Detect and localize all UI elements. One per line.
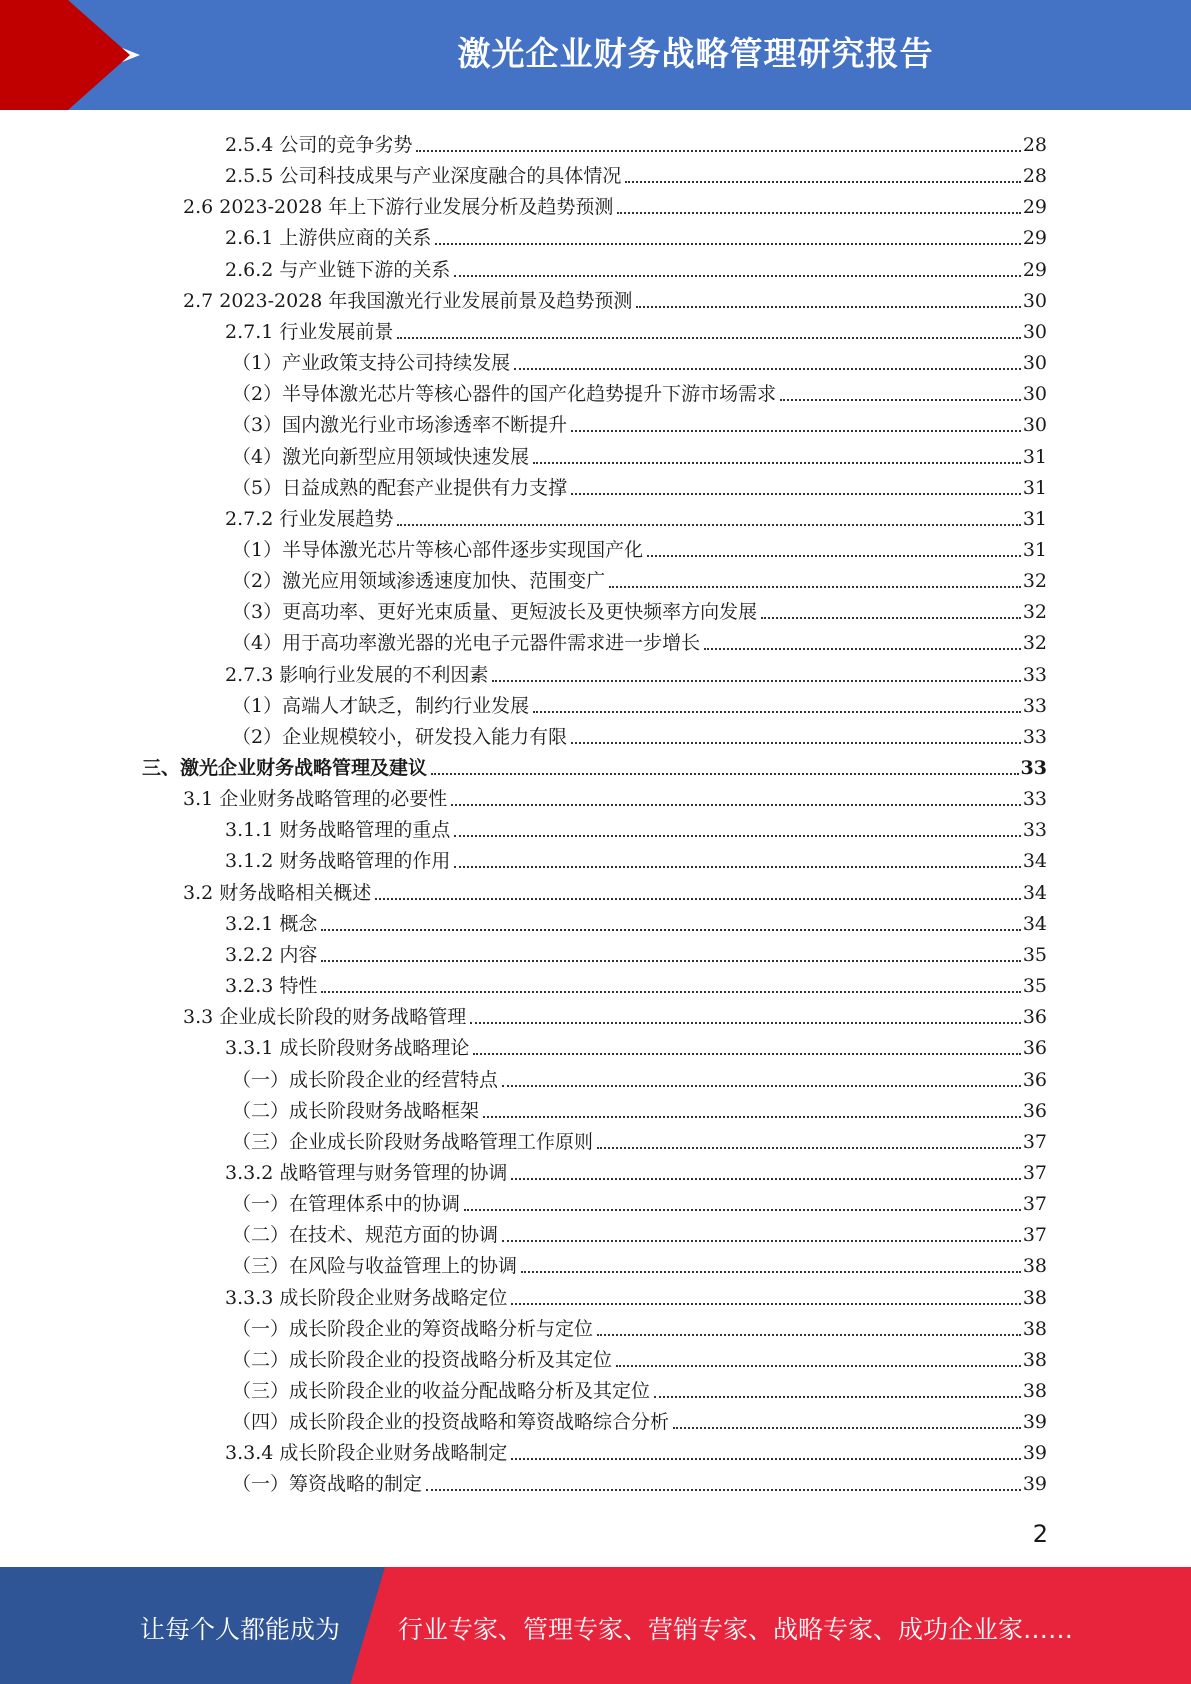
toc-leader-dots [511, 1178, 1020, 1180]
toc-entry[interactable] [225, 158, 1047, 189]
toc-entry-label: （4）激光向新型应用领域快速发展 [232, 445, 530, 468]
toc-entry-label: 2.6.1 上游供应商的关系 [225, 227, 432, 250]
toc-entry[interactable] [225, 127, 1047, 158]
toc-entry[interactable] [232, 376, 1047, 407]
toc-leader-dots [673, 1427, 1021, 1429]
toc-leader-dots [502, 1240, 1021, 1242]
toc-entry-page: 33 [1022, 694, 1047, 717]
toc-entry[interactable] [232, 563, 1047, 594]
toc-leader-dots [454, 835, 1020, 837]
toc-entry-page: 39 [1022, 1442, 1047, 1465]
toc-entry[interactable] [225, 220, 1047, 251]
toc-entry-label: （2）激光应用领域渗透速度加快、范围变广 [232, 570, 606, 593]
toc-entry-label: 3.3.1 成长阶段财务战略理论 [225, 1037, 470, 1060]
toc-leader-dots [416, 150, 1020, 152]
toc-leader-dots [454, 275, 1020, 277]
toc-entry-label: （三）企业成长阶段财务战略管理工作原则 [232, 1130, 594, 1153]
toc-leader-dots [616, 1365, 1021, 1367]
toc-entry[interactable] [225, 843, 1047, 874]
header-red-arrow [68, 0, 130, 110]
toc-entry-label: 3.3.4 成长阶段企业财务战略制定 [225, 1442, 508, 1465]
toc-entry-label: 3.1.1 财务战略管理的重点 [225, 819, 451, 842]
page-footer [0, 1567, 1191, 1684]
toc-entry[interactable] [183, 189, 1047, 220]
toc-entry-label: 3.2.2 内容 [225, 943, 318, 966]
toc-leader-dots [533, 711, 1021, 713]
toc-leader-dots [521, 1271, 1021, 1273]
toc-entry-label: （二）成长阶段企业的投资战略分析及其定位 [232, 1348, 613, 1371]
toc-entry[interactable] [232, 1248, 1047, 1279]
toc-entry-page: 36 [1022, 1037, 1047, 1060]
toc-entry-label: （1）产业政策支持公司持续发展 [232, 352, 511, 375]
toc-entry-page: 32 [1022, 632, 1047, 655]
toc-entry[interactable] [225, 1030, 1047, 1061]
toc-entry[interactable] [225, 968, 1047, 999]
footer-slogan-left: 让每个人都能成为 [140, 1615, 341, 1644]
toc-entry-page: 32 [1022, 570, 1047, 593]
toc-entry-page: 30 [1022, 289, 1047, 312]
toc-entry[interactable] [225, 314, 1047, 345]
toc-entry-label: （三）成长阶段企业的收益分配战略分析及其定位 [232, 1380, 651, 1402]
toc-leader-dots [435, 243, 1020, 245]
toc-leader-dots [571, 742, 1021, 744]
toc-entry-page: 32 [1022, 601, 1047, 624]
toc-leader-dots [321, 960, 1020, 962]
toc-entry[interactable] [232, 719, 1047, 750]
toc-entry[interactable] [232, 1311, 1047, 1342]
toc-entry[interactable] [232, 1186, 1047, 1217]
toc-entry[interactable] [225, 906, 1047, 937]
toc-entry-label: （5）日益成熟的配套产业提供有力支撑 [232, 476, 568, 499]
toc-entry-page: 37 [1022, 1161, 1047, 1184]
toc-entry-page: 30 [1022, 352, 1047, 375]
toc-entry-label: 2.7.2 行业发展趋势 [225, 507, 394, 530]
toc-leader-dots [470, 1022, 1021, 1024]
toc-entry[interactable] [183, 999, 1047, 1030]
toc-leader-dots [761, 617, 1021, 619]
toc-entry-page: 33 [1022, 725, 1047, 748]
toc-entry-label: 2.7.3 影响行业发展的不利因素 [225, 663, 489, 686]
toc-leader-dots [492, 680, 1020, 682]
toc-entry-page: 29 [1022, 258, 1047, 281]
toc-leader-dots [511, 1458, 1020, 1460]
toc-entry[interactable] [232, 470, 1047, 501]
toc-entry-label: （1）半导体激光芯片等核心部件逐步实现国产化 [232, 538, 644, 561]
toc-entry[interactable] [183, 781, 1047, 812]
toc-leader-dots [321, 929, 1020, 931]
toc-entry-page: 33 [1022, 788, 1047, 811]
toc-entry-label: （4）用于高功率激光器的光电子元器件需求进一步增长 [232, 632, 701, 655]
toc-entry[interactable] [225, 657, 1047, 688]
toc-entry[interactable] [183, 283, 1047, 314]
toc-leader-dots [636, 306, 1020, 308]
toc-entry[interactable] [232, 1466, 1047, 1497]
toc-entry-label: （一）成长阶段企业的筹资战略分析与定位 [232, 1317, 594, 1340]
toc-entry-label: （一）筹资战略的制定 [232, 1473, 423, 1496]
toc-entry-page: 37 [1022, 1224, 1047, 1247]
toc-leader-dots [397, 524, 1020, 526]
toc-entry[interactable] [232, 345, 1047, 376]
toc-entry-page: 38 [1022, 1380, 1047, 1402]
toc-entry-page: 33 [1020, 757, 1047, 779]
footer-slogan-right: 行业专家、管理专家、营销专家、战略专家、成功企业家…… [398, 1615, 1074, 1644]
toc-entry-label: 3.2.1 概念 [225, 912, 318, 935]
toc-entry-page: 30 [1022, 383, 1047, 406]
toc-entry-page: 34 [1022, 881, 1047, 904]
toc-entry-label: 2.6.2 与产业链下游的关系 [225, 258, 451, 281]
toc-leader-dots [647, 555, 1021, 557]
toc-entry-page: 28 [1022, 134, 1047, 156]
toc-entry[interactable] [225, 1435, 1047, 1466]
toc-entry-page: 30 [1022, 320, 1047, 343]
toc-entry[interactable] [232, 688, 1047, 719]
toc-entry-label: 3.3 企业成长阶段的财务战略管理 [183, 1006, 467, 1029]
report-title: 激光企业财务战略管理研究报告 [457, 34, 934, 73]
toc-entry-page: 38 [1022, 1255, 1047, 1278]
toc-entry-label: （二）在技术、规范方面的协调 [232, 1224, 499, 1247]
toc-leader-dots [511, 1303, 1020, 1305]
toc-entry[interactable] [232, 1342, 1047, 1373]
toc-leader-dots [464, 1209, 1021, 1211]
toc-entry-label: 2.7.1 行业发展前景 [225, 320, 394, 343]
toc-entry[interactable] [232, 1217, 1047, 1248]
toc-entry-label: 2.7 2023-2028 年我国激光行业发展前景及趋势预测 [183, 289, 633, 312]
toc-entry-page: 28 [1022, 165, 1047, 188]
toc-entry-page: 29 [1022, 196, 1047, 219]
toc-entry-page: 33 [1022, 819, 1047, 842]
toc-entry-label: （四）成长阶段企业的投资战略和筹资战略综合分析 [232, 1411, 670, 1434]
toc-entry[interactable] [232, 1373, 1047, 1404]
toc-entry-label: 2.5.5 公司科技成果与产业深度融合的具体情况 [225, 165, 622, 188]
toc-entry-label: 3.3.2 战略管理与财务管理的协调 [225, 1161, 508, 1184]
toc-leader-dots [321, 991, 1020, 993]
toc-entry-label: 3.2 财务战略相关概述 [183, 881, 372, 904]
toc-entry-page: 38 [1022, 1317, 1047, 1340]
toc-entry[interactable] [232, 625, 1047, 656]
header-red-block [0, 0, 68, 110]
toc-entry[interactable] [232, 1124, 1047, 1155]
toc-leader-dots [571, 493, 1021, 495]
toc-leader-dots [617, 212, 1020, 214]
toc-leader-dots [597, 1147, 1021, 1149]
toc-entry-page: 35 [1022, 943, 1047, 966]
toc-entry-label: 2.6 2023-2028 年上下游行业发展分析及趋势预测 [183, 196, 614, 219]
toc-entry[interactable] [183, 875, 1047, 906]
toc-leader-dots [654, 1396, 1021, 1398]
toc-leader-dots [609, 586, 1021, 588]
toc-entry-label: （三）在风险与收益管理上的协调 [232, 1255, 518, 1278]
toc-entry[interactable] [225, 1280, 1047, 1311]
toc-entry[interactable] [232, 594, 1047, 625]
toc-entry-page: 34 [1022, 912, 1047, 935]
toc-entry[interactable] [232, 1093, 1047, 1124]
toc-entry-page: 35 [1022, 975, 1047, 998]
toc-leader-dots [597, 1334, 1021, 1336]
toc-leader-dots [780, 399, 1021, 401]
toc-entry[interactable] [232, 532, 1047, 563]
toc-entry-page: 38 [1022, 1348, 1047, 1371]
toc-entry-page: 33 [1022, 663, 1047, 686]
toc-entry[interactable] [225, 252, 1047, 283]
toc-entry-label: （二）成长阶段财务战略框架 [232, 1099, 480, 1122]
toc-entry-label: （1）高端人才缺乏，制约行业发展 [232, 694, 530, 717]
toc-entry-label: （3）更高功率、更好光束质量、更短波长及更快频率方向发展 [232, 601, 758, 624]
toc-entry[interactable] [232, 1404, 1047, 1435]
toc-entry-page: 39 [1022, 1473, 1047, 1496]
toc-entry[interactable] [225, 1155, 1047, 1186]
toc-entry-page: 36 [1022, 1099, 1047, 1122]
toc-leader-dots [514, 368, 1021, 370]
toc-entry[interactable] [225, 501, 1047, 532]
toc-entry-label: （2）企业规模较小，研发投入能力有限 [232, 725, 568, 748]
toc-leader-dots [431, 773, 1019, 775]
toc-entry[interactable] [225, 812, 1047, 843]
toc-leader-dots [454, 866, 1020, 868]
toc-leader-dots [426, 1489, 1021, 1491]
toc-entry-page: 37 [1022, 1193, 1047, 1216]
toc-entry-page: 30 [1022, 414, 1047, 437]
toc-leader-dots [451, 804, 1021, 806]
toc-entry-label: 3.1.2 财务战略管理的作用 [225, 850, 451, 873]
toc-entry-label: （一）在管理体系中的协调 [232, 1193, 461, 1216]
page-number: 2 [1032, 1520, 1048, 1548]
toc-leader-dots [625, 181, 1020, 183]
toc-leader-dots [571, 430, 1021, 432]
toc-entry-label: 3.2.3 特性 [225, 975, 318, 998]
toc-entry-label: 3.1 企业财务战略管理的必要性 [183, 788, 448, 811]
toc-entry-page: 39 [1022, 1411, 1047, 1434]
toc-leader-dots [704, 648, 1021, 650]
toc-leader-dots [483, 1116, 1021, 1118]
toc-leader-dots [397, 337, 1020, 339]
toc-entry[interactable] [232, 1062, 1047, 1093]
toc-entry-page: 36 [1022, 1006, 1047, 1029]
toc-entry[interactable] [142, 750, 1047, 781]
toc-leader-dots [502, 1085, 1021, 1087]
toc-leader-dots [473, 1053, 1020, 1055]
toc-entry[interactable] [225, 937, 1047, 968]
toc-entry-page: 34 [1022, 850, 1047, 873]
toc-entry-page: 31 [1022, 476, 1047, 499]
toc-entry-label: （2）半导体激光芯片等核心器件的国产化趋势提升下游市场需求 [232, 383, 777, 406]
toc-entry-label: （3）国内激光行业市场渗透率不断提升 [232, 414, 568, 437]
toc-entry-page: 38 [1022, 1286, 1047, 1309]
toc-entry-page: 37 [1022, 1130, 1047, 1153]
toc-entry-page: 29 [1022, 227, 1047, 250]
toc-entry-label: 2.5.4 公司的竞争劣势 [225, 134, 413, 156]
toc-entry-label: 三、激光企业财务战略管理及建议 [142, 757, 428, 779]
toc-entry-page: 31 [1022, 445, 1047, 468]
page-header [0, 0, 1191, 110]
toc-entry-page: 31 [1022, 538, 1047, 561]
toc-entry-page: 31 [1022, 507, 1047, 530]
toc-entry[interactable] [232, 439, 1047, 470]
toc-leader-dots [375, 898, 1021, 900]
toc-entry[interactable] [232, 407, 1047, 438]
toc-entry-label: 3.3.3 成长阶段企业财务战略定位 [225, 1286, 508, 1309]
toc-entry-page: 36 [1022, 1068, 1047, 1091]
toc-leader-dots [533, 462, 1021, 464]
toc-entry-label: （一）成长阶段企业的经营特点 [232, 1068, 499, 1091]
